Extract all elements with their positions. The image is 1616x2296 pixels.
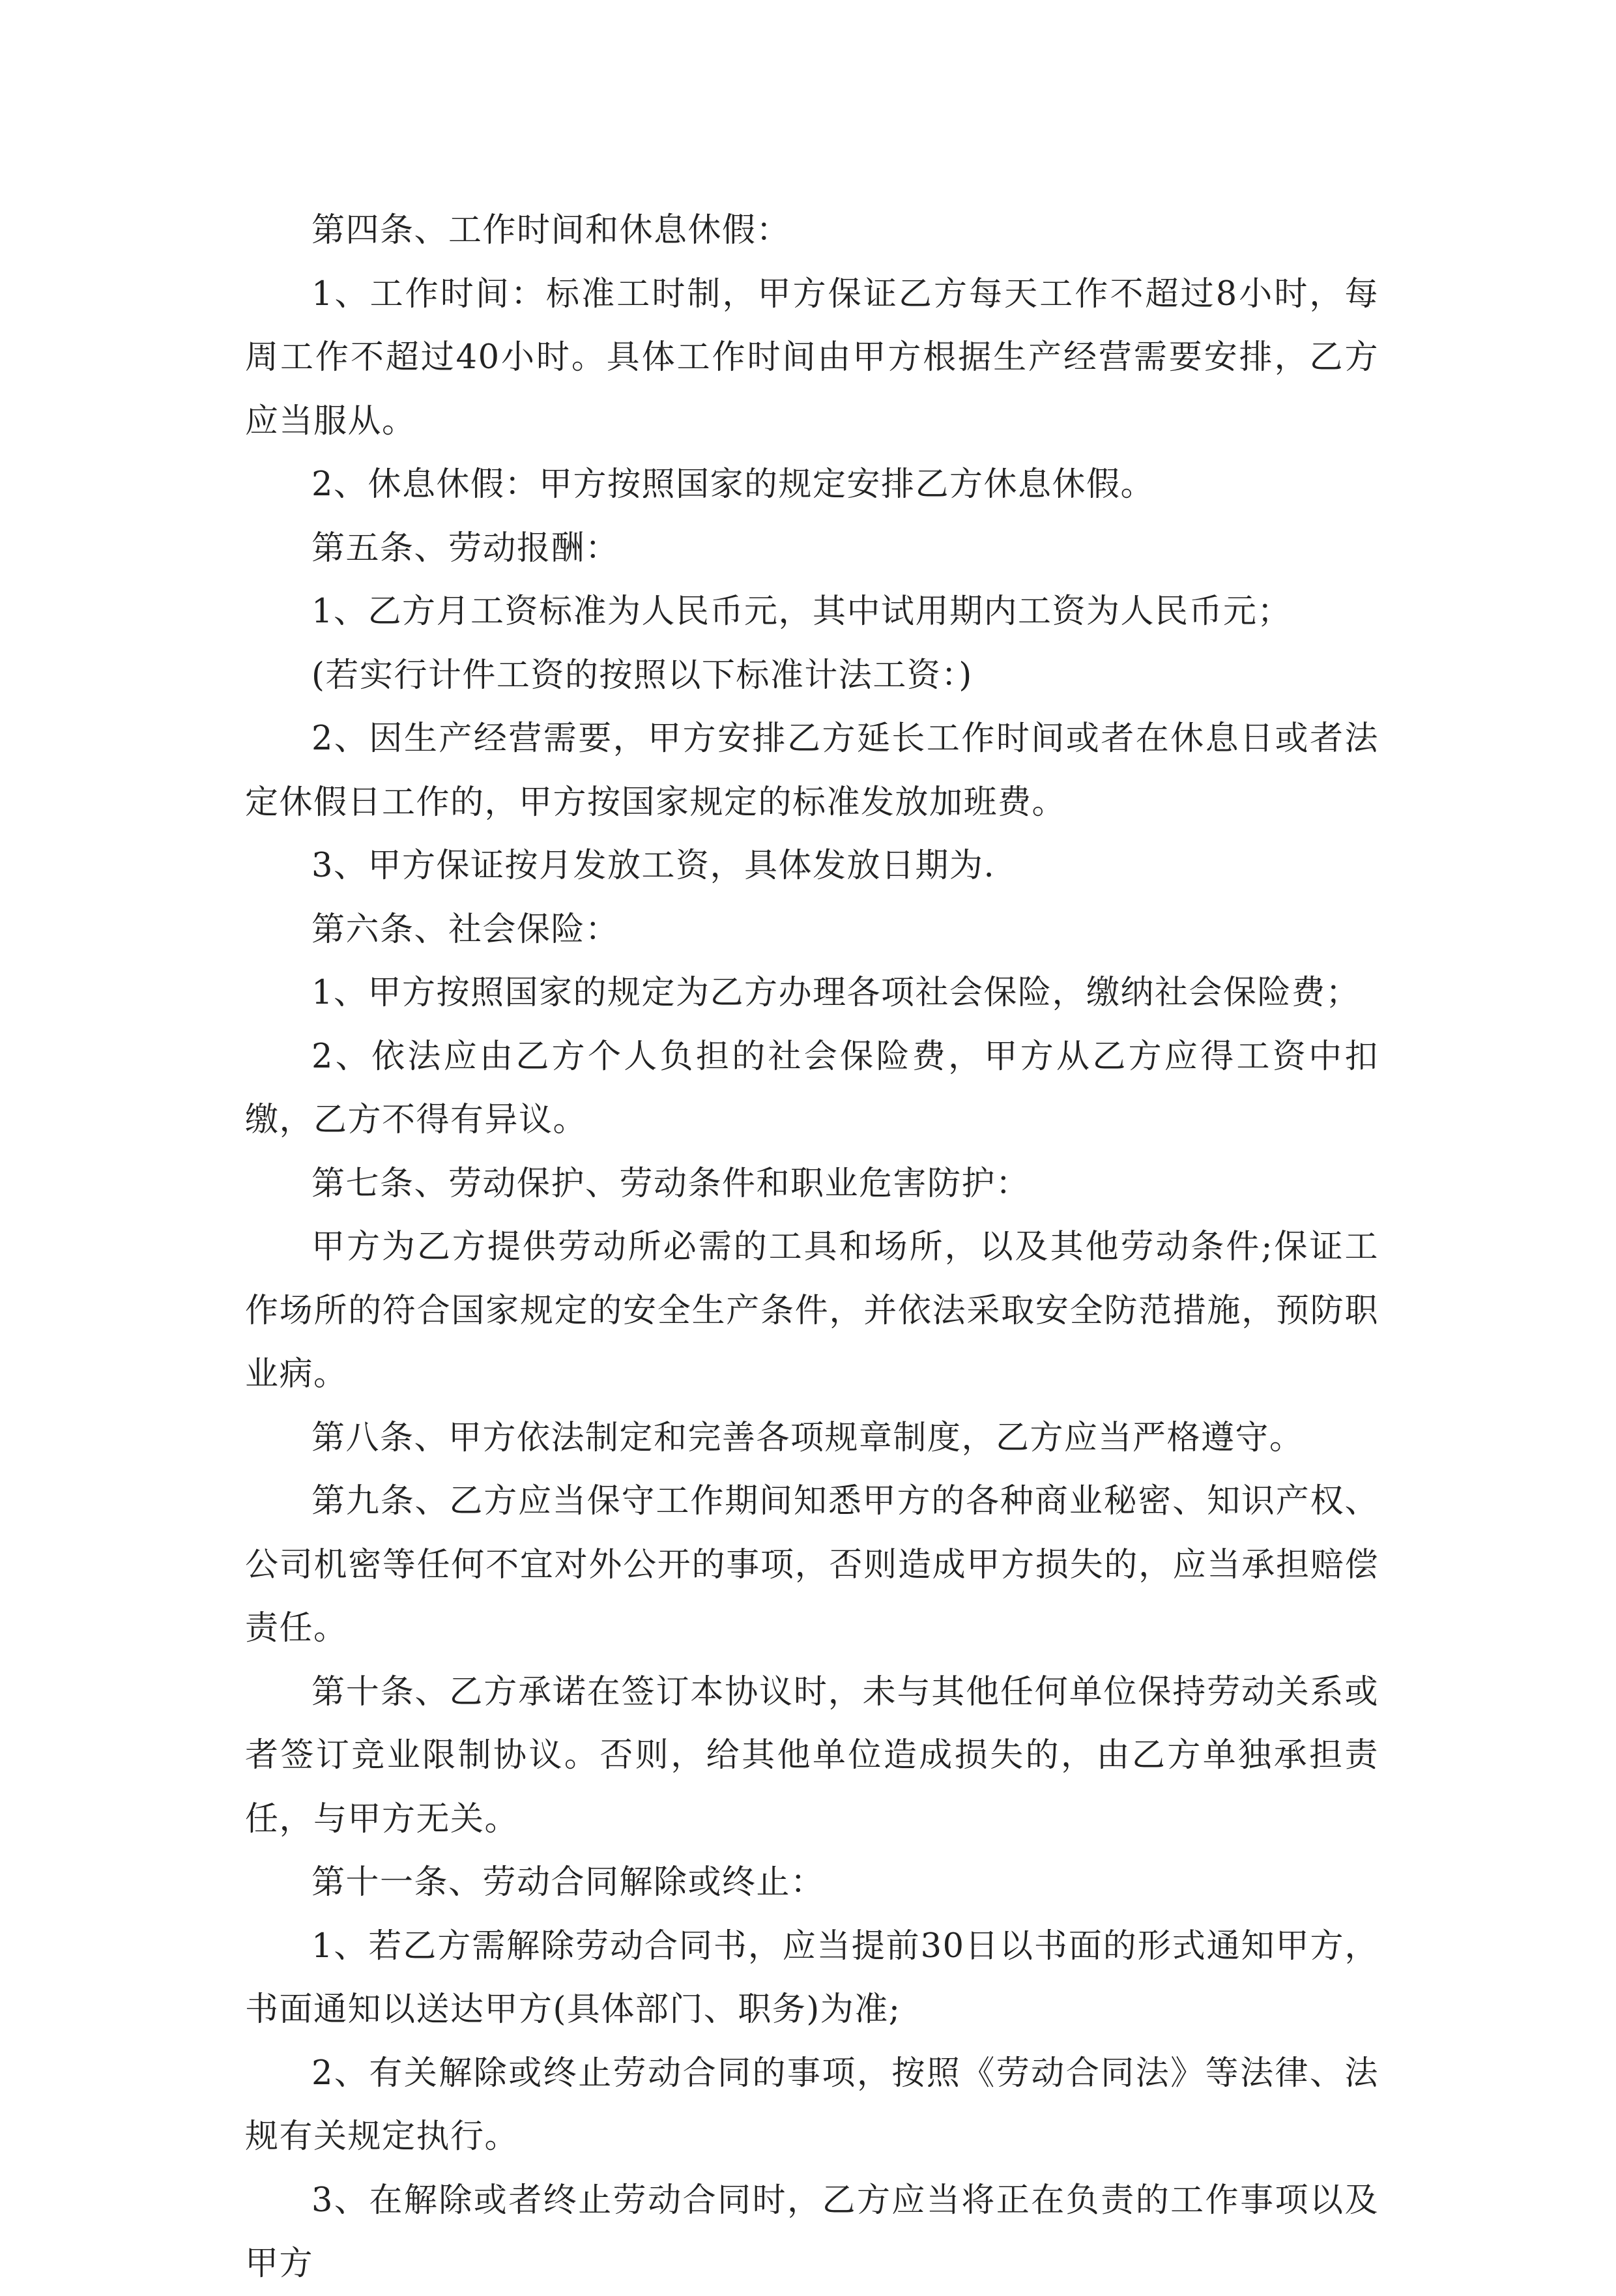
paragraph: 甲方为乙方提供劳动所必需的工具和场所，以及其他劳动条件;保证工作场所的符合国家规定的安全生产条件，并依法采取安全防范措施，预防职业病。 (245, 1228, 1379, 1393)
paragraph: 1、甲方按照国家的规定为乙方办理各项社会保险，缴纳社会保险费； (311, 974, 1360, 1012)
paragraph: (若实行计件工资的按照以下标准计法工资：) (311, 656, 973, 695)
paragraph: 2、因生产经营需要，甲方安排乙方延长工作时间或者在休息日或者法定休假日工作的，甲方按国家规定的标准发放加班费。 (245, 719, 1379, 822)
paragraph: 第七条、劳动保护、劳动条件和职业危害防护： (311, 1164, 1030, 1203)
paragraph: 第十条、乙方承诺在签订本协议时，未与其他任何单位保持劳动关系或者签订竞业限制协议。否则，给其他单位造成损失的，由乙方单独承担责任，与甲方无关。 (245, 1672, 1379, 1838)
paragraph: 第九条、乙方应当保守工作期间知悉甲方的各种商业秘密、知识产权、公司机密等任何不宜对外公开的事项，否则造成甲方损失的，应当承担赔偿责任。 (245, 1482, 1379, 1648)
paragraph: 3、甲方保证按月发放工资，具体发放日期为. (311, 847, 996, 885)
paragraph: 第四条、工作时间和休息休假： (311, 211, 791, 250)
paragraph: 2、依法应由乙方个人负担的社会保险费，甲方从乙方应得工资中扣缴，乙方不得有异议。 (245, 1037, 1379, 1139)
paragraph: 2、有关解除或终止劳动合同的事项，按照《劳动合同法》等法律、法规有关规定执行。 (245, 2054, 1379, 2156)
paragraph: 1、乙方月工资标准为人民币元，其中试用期内工资为人民币元； (311, 592, 1291, 631)
paragraph: 第八条、甲方依法制定和完善各项规章制度，乙方应当严格遵守。 (311, 1418, 1304, 1457)
document-body (245, 199, 1379, 2296)
paragraph: 1、工作时间：标准工时制，甲方保证乙方每天工作不超过8小时，每周工作不超过40小时。具体工作时间由甲方根据生产经营需要安排，乙方应当服从。 (245, 274, 1379, 441)
paragraph: 2、休息休假：甲方按照国家的规定安排乙方休息休假。 (311, 465, 1155, 504)
paragraph: 第十一条、劳动合同解除或终止： (311, 1863, 825, 1902)
paragraph: 第五条、劳动报酬： (311, 529, 620, 568)
paragraph: 第六条、社会保险： (311, 910, 620, 949)
paragraph: 3、在解除或者终止劳动合同时，乙方应当将正在负责的工作事项以及甲方 (245, 2181, 1379, 2283)
paragraph: 1、若乙方需解除劳动合同书，应当提前30日以书面的形式通知甲方，书面通知以送达甲方(具体部门、职务)为准; (245, 1926, 1379, 2029)
